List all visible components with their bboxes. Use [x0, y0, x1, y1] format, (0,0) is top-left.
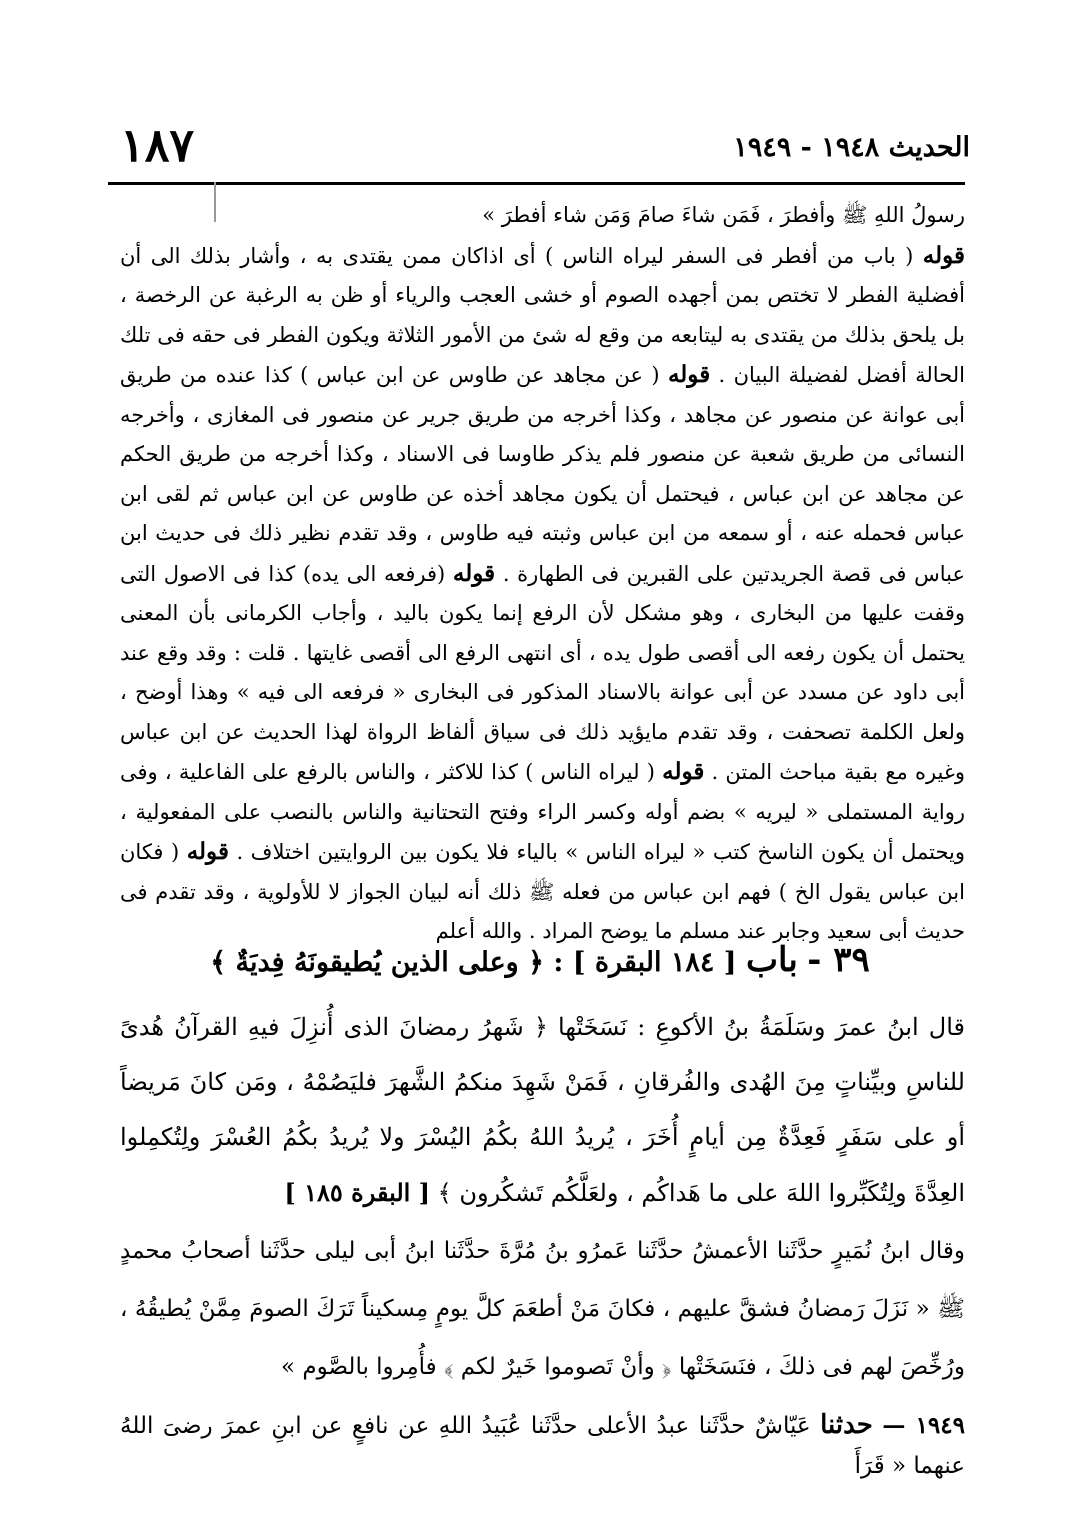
haddathana-marker: حدثنا [820, 1410, 873, 1440]
qawluh-marker: قوله [662, 758, 705, 785]
section-title: الحديث ١٩٤٨ - ١٩٤٩ [733, 132, 970, 163]
header-rule [108, 182, 965, 185]
commentary-segment: ( باب من أفطر فى السفر ليراه الناس ) أى اذاكان ممن يقتدى به ، وأشار بذلك الى أن أفضلية الفطر لا تختص بمن أجهده الصوم أو خشى العجب والرياء أو ظن به الرغبة عن الرخصة ، بل يلحق بذلك من يقتدى به ليتابعه من وقع له شئ من الأمور الثلاثة ويكون الفطر فى حقه فى تلك الحالة أفضل لفضيلة البيان . [120, 243, 965, 387]
hadith-number: ١٩٤٩ — [882, 1412, 965, 1439]
qawluh-marker: قوله [186, 838, 229, 865]
hadith-muallaq [120, 1222, 965, 1396]
chapter-label: باب [745, 940, 798, 980]
opening-line: رسولُ اللهِ ﷺ وأفطرَ ، فَمَن شاءَ صامَ وَمَن شاء أفطرَ » [482, 203, 965, 227]
chapter-number: ٣٩ - [807, 940, 870, 980]
quran-passage [120, 1000, 965, 1221]
hadith-text: عَيّاشٌ حدَّثَنا عبدُ الأعلى حدَّثَنا عُبَيدُ اللهِ عن نافعٍ عن ابنِ عمرَ رضىَ اللهُ عنهما « قَرَأَ [120, 1413, 965, 1479]
hadith-1949 [120, 1405, 965, 1486]
commentary-segment: ( فكان ابن عباس يقول الخ ) فهم ابن عباس من فعله ﷺ ذلك أنه لبيان الجواز لا للأولوية ، وقد تقدم فى حديث أبى سعيد وجابر عند مسلم ما يوضح المراد . والله أعلم [120, 840, 965, 943]
commentary-segment: ( عن مجاهد عن طاوس عن ابن عباس ) كذا عنده من طريق أبى عوانة عن منصور عن مجاهد ، وكذا أخرجه من طريق جرير عن منصور فى المغازى ، وأخرجه النسائى من طريق شعبة عن منصور فلم يذكر طاوسا فى الاسناد ، وكذا أخرجه من طريق الحكم عن مجاهد عن ابن عباس ، فيحتمل أن يكون مجاهد أخذه عن طاوس عن ابن عباس ثم لقى ابن عباس فحمله عنه ، أو سمعه من ابن عباس وثبته فيه طاوس ، وقد تقدم نظير ذلك فى حديث ابن عباس فى قصة الجريدتين على القبرين فى الطهارة . [120, 363, 965, 586]
chapter-reference: [ ١٨٤ البقرة ] : ﴿ وعلى الذين يُطيقونَهُ فِديَةٌ ﴾ [210, 947, 737, 978]
margin-mark [214, 182, 216, 222]
page-header [110, 118, 970, 180]
commentary-segment: ( ليراه الناس ) كذا للاكثر ، والناس بالرفع على الفاعلية ، وفى رواية المستملى « ليريه » بضم أوله وكسر الراء وفتح التحتانية والناس بالنصب على المفعولية ، ويحتمل أن يكون الناسخ كتب « ليراه الناس » بالياء فلا يكون بين الروايتين اختلاف . [120, 760, 965, 864]
qawluh-marker: قوله [667, 361, 711, 388]
quran-reference: [ البقرة ١٨٥ ] [284, 1178, 431, 1207]
commentary-paragraph [120, 236, 965, 952]
chapter-heading [120, 940, 960, 980]
quran-text: قال ابنُ عمرَ وسَلَمَةُ بنُ الأكوعِ : نَسَخَتْها ﴿ شَهرُ رمضانَ الذى أُنزِلَ فيهِ القرآنُ هُدىً للناسِ وبيِّناتٍ مِنَ الهُدى والفُرقانِ ، فَمَنْ شَهِدَ منكمُ الشَّهرَ فليَصُمْهُ ، ومَن كانَ مَريضاً أو على سَفَرٍ فَعِدَّةٌ مِن أيامٍ أُخَرَ ، يُريدُ اللهُ بكُمُ اليُسْرَ ولا يُريدُ بكُمُ العُسْرَ ولِتُكمِلوا العِدَّةَ ولِتُكَبِّروا اللهَ على ما هَداكُم ، ولعَلَّكُم تَشكُرون ﴾ [120, 1013, 965, 1207]
qawluh-marker: قوله [452, 559, 496, 587]
commentary-text [120, 196, 965, 952]
page-number: ١٨٧ [120, 118, 195, 172]
qawluh-marker: قوله [922, 241, 965, 269]
hadith-muallaq-text: وقال ابنُ نُمَيرٍ حدَّثَنا الأعمشُ حدَّثَنا عَمرُو بنُ مُرَّةَ حدَّثَنا ابنُ أبى ليلى حدَّثَنا أصحابُ محمدٍ ﷺ « نَزَلَ رَمضانُ فشقَّ عليهم ، فكانَ مَنْ أطعَمَ كلَّ يومٍ مِسكيناً تَرَكَ الصومَ مِمَّنْ يُطيقُهُ ، ورُخِّصَ لهم فى ذلكَ ، فنَسَخَتْها ﴿ وأنْ تَصوموا خَيرٌ لكم ﴾ فأُمِروا بالصَّوم » [120, 1238, 965, 1380]
commentary-segment: (فرفعه الى يده) كذا فى الاصول التى وقفت عليها من البخارى ، وهو مشكل لأن الرفع إنما يكون باليد ، وأجاب الكرمانى بأن المعنى يحتمل أن يكون رفعه الى أقصى طول يده ، أى انتهى الرفع الى أقصى غايتها . قلت : وقد وقع عند أبى داود عن مسدد عن أبى عوانة بالاسناد المذكور فى البخارى « فرفعه الى فيه » وهذا أوضح ، ولعل الكلمة تصحفت ، وقد تقدم مايؤيد ذلك فى سياق ألفاظ الرواة لهذا الحديث عن ابن عباس وغيره مع بقية مباحث المتن . [120, 561, 965, 784]
